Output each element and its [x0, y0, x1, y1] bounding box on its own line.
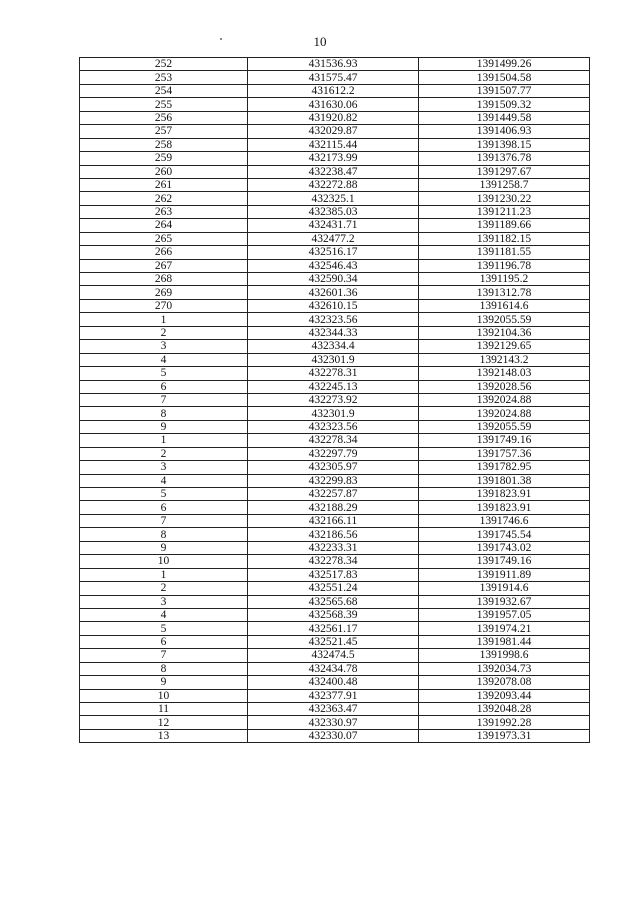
point-number-cell: 269 [80, 286, 248, 299]
y-coordinate-cell: 1391182.15 [419, 232, 590, 245]
point-number-cell: 1 [80, 313, 248, 326]
y-coordinate-cell: 1391189.66 [419, 219, 590, 232]
table-row [80, 259, 590, 272]
point-number-cell: 1 [80, 568, 248, 581]
point-number-cell: 10 [80, 689, 248, 702]
point-number-cell: 256 [80, 111, 248, 124]
point-number-cell: 10 [80, 555, 248, 568]
table-row [80, 582, 590, 595]
coordinates-table [79, 57, 590, 743]
y-coordinate-cell: 1391614.6 [419, 299, 590, 312]
point-number-cell: 265 [80, 232, 248, 245]
x-coordinate-cell: 432278.34 [248, 555, 419, 568]
y-coordinate-cell: 1391992.28 [419, 716, 590, 729]
point-number-cell: 5 [80, 488, 248, 501]
x-coordinate-cell: 432323.56 [248, 420, 419, 433]
x-coordinate-cell: 432517.83 [248, 568, 419, 581]
x-coordinate-cell: 432325.1 [248, 192, 419, 205]
point-number-cell: 254 [80, 84, 248, 97]
point-number-cell: 2 [80, 447, 248, 460]
table-row [80, 407, 590, 420]
table-row [80, 541, 590, 554]
point-number-cell: 261 [80, 178, 248, 191]
table-row [80, 273, 590, 286]
y-coordinate-cell: 1391504.58 [419, 71, 590, 84]
table-row [80, 138, 590, 151]
x-coordinate-cell: 432477.2 [248, 232, 419, 245]
table-row [80, 111, 590, 124]
y-coordinate-cell: 1392028.56 [419, 380, 590, 393]
x-coordinate-cell: 432330.07 [248, 729, 419, 742]
y-coordinate-cell: 1391507.77 [419, 84, 590, 97]
x-coordinate-cell: 432301.9 [248, 407, 419, 420]
page-number: 10 [313, 34, 327, 49]
x-coordinate-cell: 432188.29 [248, 501, 419, 514]
x-coordinate-cell: 432305.97 [248, 461, 419, 474]
x-coordinate-cell: 432278.31 [248, 367, 419, 380]
table-row [80, 393, 590, 406]
x-coordinate-cell: 431575.47 [248, 71, 419, 84]
point-number-cell: 11 [80, 703, 248, 716]
point-number-cell: 268 [80, 273, 248, 286]
y-coordinate-cell: 1391782.95 [419, 461, 590, 474]
table-row [80, 595, 590, 608]
x-coordinate-cell: 432257.87 [248, 488, 419, 501]
point-number-cell: 262 [80, 192, 248, 205]
table-row [80, 488, 590, 501]
x-coordinate-cell: 432029.87 [248, 125, 419, 138]
coordinates-table-body [80, 58, 590, 743]
point-number-cell: 12 [80, 716, 248, 729]
x-coordinate-cell: 432565.68 [248, 595, 419, 608]
y-coordinate-cell: 1392048.28 [419, 703, 590, 716]
table-row [80, 165, 590, 178]
point-number-cell: 255 [80, 98, 248, 111]
y-coordinate-cell: 1392024.88 [419, 407, 590, 420]
y-coordinate-cell: 1392143.2 [419, 353, 590, 366]
x-coordinate-cell: 432521.45 [248, 635, 419, 648]
x-coordinate-cell: 432363.47 [248, 703, 419, 716]
y-coordinate-cell: 1391743.02 [419, 541, 590, 554]
table-row [80, 205, 590, 218]
y-coordinate-cell: 1391911.89 [419, 568, 590, 581]
table-row [80, 313, 590, 326]
table-row [80, 340, 590, 353]
scan-speck [220, 38, 222, 40]
table-row [80, 568, 590, 581]
point-number-cell: 259 [80, 152, 248, 165]
x-coordinate-cell: 432299.83 [248, 474, 419, 487]
y-coordinate-cell: 1391757.36 [419, 447, 590, 460]
y-coordinate-cell: 1392148.03 [419, 367, 590, 380]
x-coordinate-cell: 432385.03 [248, 205, 419, 218]
point-number-cell: 6 [80, 635, 248, 648]
x-coordinate-cell: 432115.44 [248, 138, 419, 151]
x-coordinate-cell: 431536.93 [248, 58, 419, 71]
table-row [80, 58, 590, 71]
point-number-cell: 258 [80, 138, 248, 151]
y-coordinate-cell: 1391823.91 [419, 488, 590, 501]
x-coordinate-cell: 432516.17 [248, 246, 419, 259]
point-number-cell: 4 [80, 353, 248, 366]
table-row [80, 514, 590, 527]
y-coordinate-cell: 1392129.65 [419, 340, 590, 353]
point-number-cell: 2 [80, 326, 248, 339]
table-row [80, 219, 590, 232]
y-coordinate-cell: 1392034.73 [419, 662, 590, 675]
y-coordinate-cell: 1391749.16 [419, 555, 590, 568]
point-number-cell: 8 [80, 528, 248, 541]
x-coordinate-cell: 432301.9 [248, 353, 419, 366]
x-coordinate-cell: 432344.33 [248, 326, 419, 339]
y-coordinate-cell: 1391509.32 [419, 98, 590, 111]
y-coordinate-cell: 1391801.38 [419, 474, 590, 487]
point-number-cell: 13 [80, 729, 248, 742]
point-number-cell: 3 [80, 461, 248, 474]
point-number-cell: 2 [80, 582, 248, 595]
y-coordinate-cell: 1391823.91 [419, 501, 590, 514]
table-row [80, 461, 590, 474]
table-row [80, 622, 590, 635]
x-coordinate-cell: 432431.71 [248, 219, 419, 232]
y-coordinate-cell: 1391973.31 [419, 729, 590, 742]
y-coordinate-cell: 1391312.78 [419, 286, 590, 299]
x-coordinate-cell: 431612.2 [248, 84, 419, 97]
table-row [80, 152, 590, 165]
point-number-cell: 7 [80, 649, 248, 662]
y-coordinate-cell: 1391957.05 [419, 608, 590, 621]
y-coordinate-cell: 1391914.6 [419, 582, 590, 595]
x-coordinate-cell: 432323.56 [248, 313, 419, 326]
table-row [80, 501, 590, 514]
x-coordinate-cell: 432166.11 [248, 514, 419, 527]
point-number-cell: 9 [80, 676, 248, 689]
x-coordinate-cell: 432278.34 [248, 434, 419, 447]
y-coordinate-cell: 1391196.78 [419, 259, 590, 272]
table-row [80, 703, 590, 716]
point-number-cell: 6 [80, 380, 248, 393]
y-coordinate-cell: 1391376.78 [419, 152, 590, 165]
x-coordinate-cell: 432551.24 [248, 582, 419, 595]
table-row [80, 608, 590, 621]
y-coordinate-cell: 1391998.6 [419, 649, 590, 662]
table-row [80, 716, 590, 729]
x-coordinate-cell: 432238.47 [248, 165, 419, 178]
point-number-cell: 3 [80, 595, 248, 608]
table-row [80, 286, 590, 299]
table-row [80, 676, 590, 689]
table-row [80, 649, 590, 662]
table-row [80, 98, 590, 111]
point-number-cell: 270 [80, 299, 248, 312]
table-row [80, 662, 590, 675]
point-number-cell: 253 [80, 71, 248, 84]
y-coordinate-cell: 1391449.58 [419, 111, 590, 124]
y-coordinate-cell: 1392078.08 [419, 676, 590, 689]
x-coordinate-cell: 432561.17 [248, 622, 419, 635]
table-row [80, 729, 590, 742]
x-coordinate-cell: 432601.36 [248, 286, 419, 299]
y-coordinate-cell: 1391981.44 [419, 635, 590, 648]
point-number-cell: 7 [80, 514, 248, 527]
point-number-cell: 267 [80, 259, 248, 272]
x-coordinate-cell: 432186.56 [248, 528, 419, 541]
table-row [80, 71, 590, 84]
table-row [80, 528, 590, 541]
x-coordinate-cell: 432297.79 [248, 447, 419, 460]
table-row [80, 84, 590, 97]
table-row [80, 555, 590, 568]
table-row [80, 125, 590, 138]
x-coordinate-cell: 432400.48 [248, 676, 419, 689]
point-number-cell: 9 [80, 420, 248, 433]
y-coordinate-cell: 1392024.88 [419, 393, 590, 406]
y-coordinate-cell: 1391398.15 [419, 138, 590, 151]
y-coordinate-cell: 1391297.67 [419, 165, 590, 178]
point-number-cell: 4 [80, 608, 248, 621]
y-coordinate-cell: 1391974.21 [419, 622, 590, 635]
point-number-cell: 252 [80, 58, 248, 71]
point-number-cell: 266 [80, 246, 248, 259]
x-coordinate-cell: 432233.31 [248, 541, 419, 554]
point-number-cell: 8 [80, 662, 248, 675]
table-row [80, 326, 590, 339]
x-coordinate-cell: 432474.5 [248, 649, 419, 662]
y-coordinate-cell: 1392093.44 [419, 689, 590, 702]
y-coordinate-cell: 1391258.7 [419, 178, 590, 191]
y-coordinate-cell: 1392055.59 [419, 313, 590, 326]
y-coordinate-cell: 1391230.22 [419, 192, 590, 205]
point-number-cell: 7 [80, 393, 248, 406]
y-coordinate-cell: 1391181.55 [419, 246, 590, 259]
x-coordinate-cell: 432334.4 [248, 340, 419, 353]
point-number-cell: 263 [80, 205, 248, 218]
table-row [80, 367, 590, 380]
point-number-cell: 5 [80, 622, 248, 635]
point-number-cell: 257 [80, 125, 248, 138]
table-row [80, 474, 590, 487]
y-coordinate-cell: 1391932.67 [419, 595, 590, 608]
point-number-cell: 9 [80, 541, 248, 554]
x-coordinate-cell: 432273.92 [248, 393, 419, 406]
y-coordinate-cell: 1391406.93 [419, 125, 590, 138]
x-coordinate-cell: 432330.97 [248, 716, 419, 729]
x-coordinate-cell: 432272.88 [248, 178, 419, 191]
y-coordinate-cell: 1391211.23 [419, 205, 590, 218]
table-row [80, 434, 590, 447]
x-coordinate-cell: 432610.15 [248, 299, 419, 312]
point-number-cell: 6 [80, 501, 248, 514]
y-coordinate-cell: 1391499.26 [419, 58, 590, 71]
table-row [80, 380, 590, 393]
y-coordinate-cell: 1392104.36 [419, 326, 590, 339]
table-row [80, 689, 590, 702]
x-coordinate-cell: 432245.13 [248, 380, 419, 393]
table-row [80, 635, 590, 648]
y-coordinate-cell: 1391195.2 [419, 273, 590, 286]
point-number-cell: 5 [80, 367, 248, 380]
y-coordinate-cell: 1391745.54 [419, 528, 590, 541]
x-coordinate-cell: 432590.34 [248, 273, 419, 286]
table-row [80, 246, 590, 259]
point-number-cell: 3 [80, 340, 248, 353]
table-row [80, 192, 590, 205]
x-coordinate-cell: 432568.39 [248, 608, 419, 621]
table-row [80, 447, 590, 460]
point-number-cell: 8 [80, 407, 248, 420]
table-row [80, 299, 590, 312]
x-coordinate-cell: 432546.43 [248, 259, 419, 272]
x-coordinate-cell: 432434.78 [248, 662, 419, 675]
point-number-cell: 264 [80, 219, 248, 232]
x-coordinate-cell: 431920.82 [248, 111, 419, 124]
point-number-cell: 4 [80, 474, 248, 487]
table-row [80, 420, 590, 433]
x-coordinate-cell: 431630.06 [248, 98, 419, 111]
y-coordinate-cell: 1391746.6 [419, 514, 590, 527]
table-row [80, 353, 590, 366]
y-coordinate-cell: 1391749.16 [419, 434, 590, 447]
x-coordinate-cell: 432173.99 [248, 152, 419, 165]
y-coordinate-cell: 1392055.59 [419, 420, 590, 433]
table-row [80, 232, 590, 245]
x-coordinate-cell: 432377.91 [248, 689, 419, 702]
point-number-cell: 260 [80, 165, 248, 178]
point-number-cell: 1 [80, 434, 248, 447]
table-row [80, 178, 590, 191]
